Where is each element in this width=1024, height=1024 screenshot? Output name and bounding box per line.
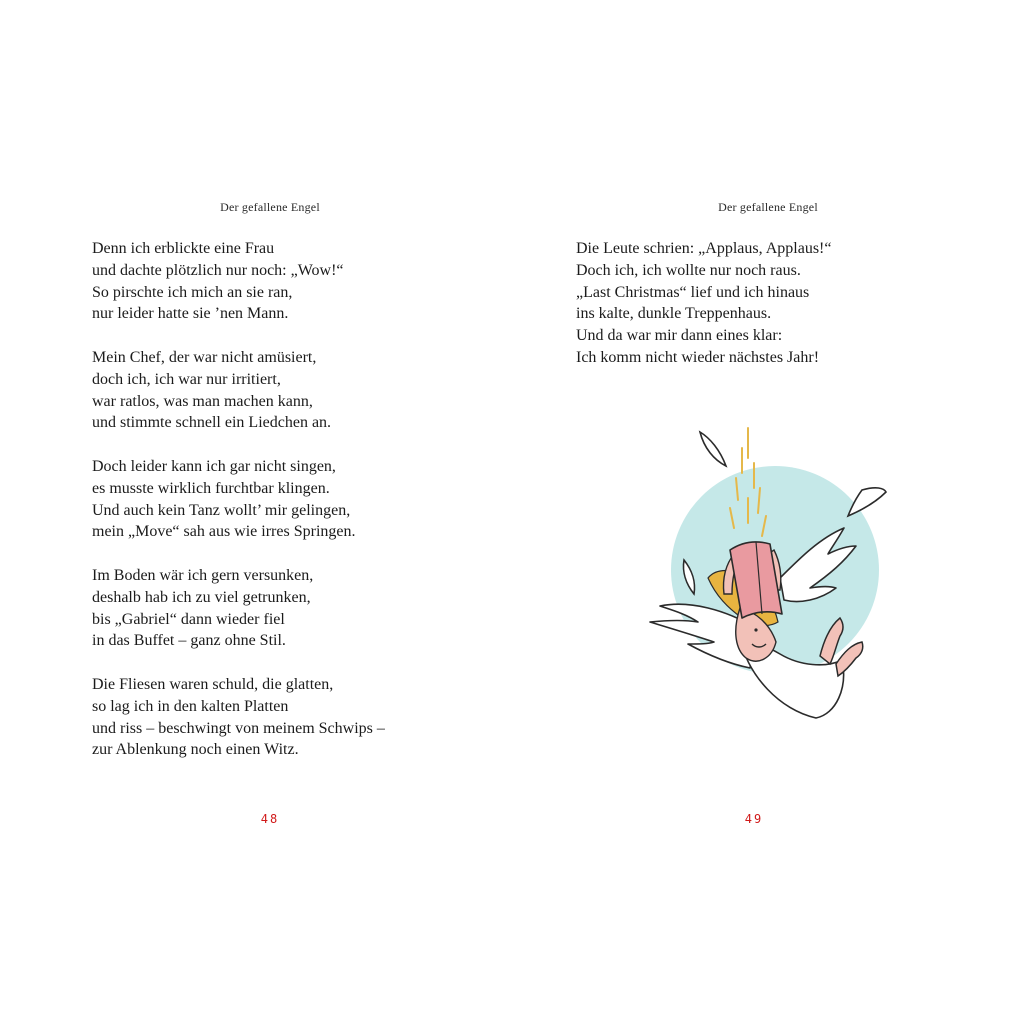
poem-line: Im Boden wär ich gern versunken, — [92, 566, 314, 584]
falling-angel-icon — [630, 418, 890, 738]
poem-line: und stimmte schnell ein Liedchen an. — [92, 414, 332, 432]
page-number: 49 — [744, 812, 764, 826]
poem-line: es musste wirklich furchtbar klingen. — [92, 479, 330, 497]
poem-line: Die Fliesen waren schuld, die glatten, — [92, 675, 334, 693]
poem-text — [92, 238, 385, 783]
poem-line: So pirschte ich mich an sie ran, — [92, 283, 293, 301]
poem-line: Und auch kein Tanz wollt’ mir gelingen, — [92, 501, 351, 519]
poem-line: Die Leute schrien: „Applaus, Applaus!“ — [576, 240, 832, 257]
running-head: Der gefallene Engel — [718, 200, 818, 214]
poem-line: „Last Christmas“ lief und ich hinaus — [576, 283, 810, 301]
stanza — [92, 674, 385, 761]
poem-line: war ratlos, was man machen kann, — [92, 392, 313, 410]
eye — [754, 628, 757, 631]
poem-text — [576, 238, 831, 391]
poem-line: nur leider hatte sie ’nen Mann. — [92, 305, 289, 323]
stanza — [576, 238, 831, 369]
stanza — [92, 238, 385, 325]
running-head: Der gefallene Engel — [220, 200, 320, 214]
poem-line: Und da war mir dann eines klar: — [576, 327, 783, 345]
poem-line: deshalb hab ich zu viel getrunken, — [92, 588, 311, 606]
poem-line: so lag ich in den kalten Platten — [92, 697, 289, 715]
poem-line: doch ich, ich war nur irritiert, — [92, 370, 281, 388]
poem-line: bis „Gabriel“ dann wieder fiel — [92, 610, 285, 628]
right-page — [512, 0, 1024, 1024]
poem-line: in das Buffet – ganz ohne Stil. — [92, 632, 286, 650]
poem-line: Doch ich, ich wollte nur noch raus. — [576, 261, 801, 279]
poem-line: und dachte plötzlich nur noch: „Wow!“ — [92, 261, 344, 279]
poem-line: zur Ablenkung noch einen Witz. — [92, 741, 299, 759]
poem-line: ins kalte, dunkle Treppenhaus. — [576, 305, 772, 323]
poem-line: Mein Chef, der war nicht amüsiert, — [92, 348, 317, 366]
poem-line: Doch leider kann ich gar nicht singen, — [92, 457, 336, 475]
poem-line: mein „Move“ sah aus wie irres Springen. — [92, 523, 356, 541]
poem-line: Ich komm nicht wieder nächstes Jahr! — [576, 348, 820, 366]
stanza — [92, 347, 385, 434]
poem-line: und riss – beschwingt von meinem Schwips – — [92, 719, 385, 737]
poem-line: Denn ich erblickte eine Frau — [92, 240, 275, 257]
page-number: 48 — [260, 812, 280, 826]
stanza — [92, 456, 385, 543]
stanza — [92, 565, 385, 652]
